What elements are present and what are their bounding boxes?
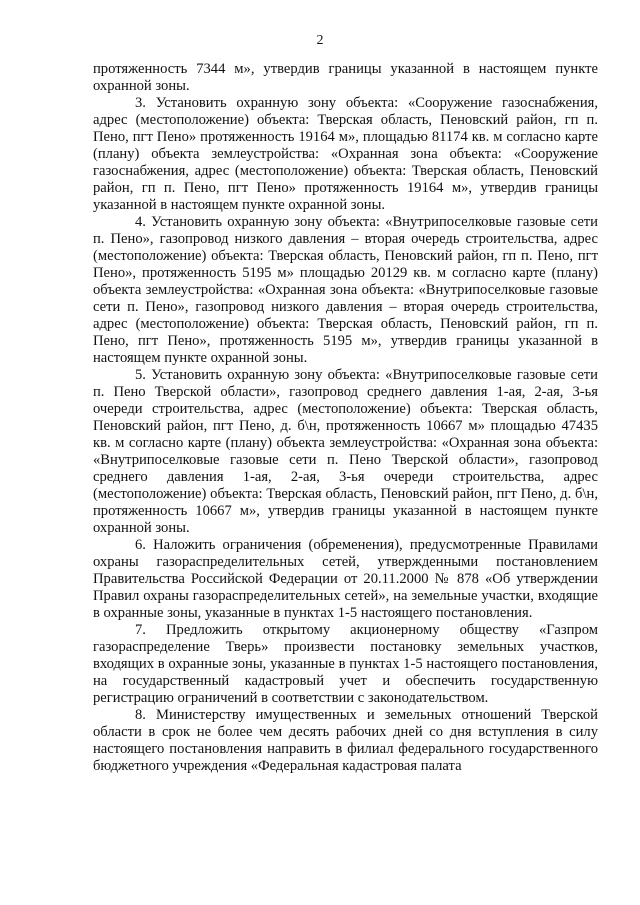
paragraph-item-7: 7. Предложить открытому акционерному обществу «Газпром газораспределение Тверь» произвести постановку земельных участков, входящих в охранные зоны, указанные в пунктах 1-5 настоящего постановления, на государственный кадастровый учет и обеспечить государственную регистрацию ограничений в соответствии с законодательством. (93, 622, 598, 706)
page-number: 2 (316, 33, 324, 48)
paragraph-item-3: 3. Установить охранную зону объекта: «Сооружение газоснабжения, адрес (местоположение) объекта: Тверская область, Пеновский район, гп п. Пено, пгт Пено» протяженность 19164 м», площадью 81174 кв. м согласно карте (плану) объекта землеустройства: «Охранная зона объекта: «Сооружение газоснабжения, адрес (местоположение) объекта: Тверская область, Пеновский район, гп п. Пено, пгт Пено» протяженность 19164 м», утвердив границы указанной в настоящем пункте охранной зоны. (93, 95, 598, 213)
paragraph-item-6: 6. Наложить ограничения (обременения), предусмотренные Правилами охраны газораспределительных сетей, утвержденными постановлением Правительства Российской Федерации от 20.11.2000 № 878 «Об утверждении Правил охраны газораспределительных сетей», на земельные участки, входящие в охранные зоны, указанные в пунктах 1-5 настоящего постановления. (93, 537, 598, 621)
paragraph-item-8: 8. Министерству имущественных и земельных отношений Тверской области в срок не более чем десять рабочих дней со дня вступления в силу настоящего постановления направить в филиал федерального государственного бюджетного учреждения «Федеральная кадастровая палата (93, 707, 598, 774)
document-body (93, 61, 598, 775)
paragraph-continuation: протяженность 7344 м», утвердив границы указанной в настоящем пункте охранной зоны. (93, 61, 598, 94)
paragraph-item-5: 5. Установить охранную зону объекта: «Внутрипоселковые газовые сети п. Пено Тверской области», газопровод среднего давления 1-ая, 2-ая, 3-ья очереди строительства, адрес (местоположение) объекта: Тверская область, Пеновский район, пгт Пено, д. б\н, протяженность 10667 м» площадью 47435 кв. м согласно карте (плану) объекта землеустройства: «Охранная зона объекта: «Внутрипоселковые газовые сети п. Пено Тверской области», газопровод среднего давления 1-ая, 2-ая, 3-ья очереди строительства, адрес (местоположение) объекта: Тверская область, Пеновский район, пгт Пено, д. б\н, протяженность 10667 м», утвердив границы указанной в настоящем пункте охранной зоны. (93, 367, 598, 536)
paragraph-item-4: 4. Установить охранную зону объекта: «Внутрипоселковые газовые сети п. Пено», газопровод низкого давления – вторая очередь строительства, адрес (местоположение) объекта: Тверская область, Пеновский район, гп п. Пено, пгт Пено», протяженность 5195 м» площадью 20129 кв. м согласно карте (плану) объекта землеустройства: «Охранная зона объекта: «Внутрипоселковые газовые сети п. Пено», газопровод низкого давления – вторая очередь строительства, адрес (местоположение) объекта: Тверская область, Пеновский район, гп п. Пено, пгт Пено», протяженность 5195 м», утвердив границы указанной в настоящем пункте охранной зоны. (93, 214, 598, 366)
